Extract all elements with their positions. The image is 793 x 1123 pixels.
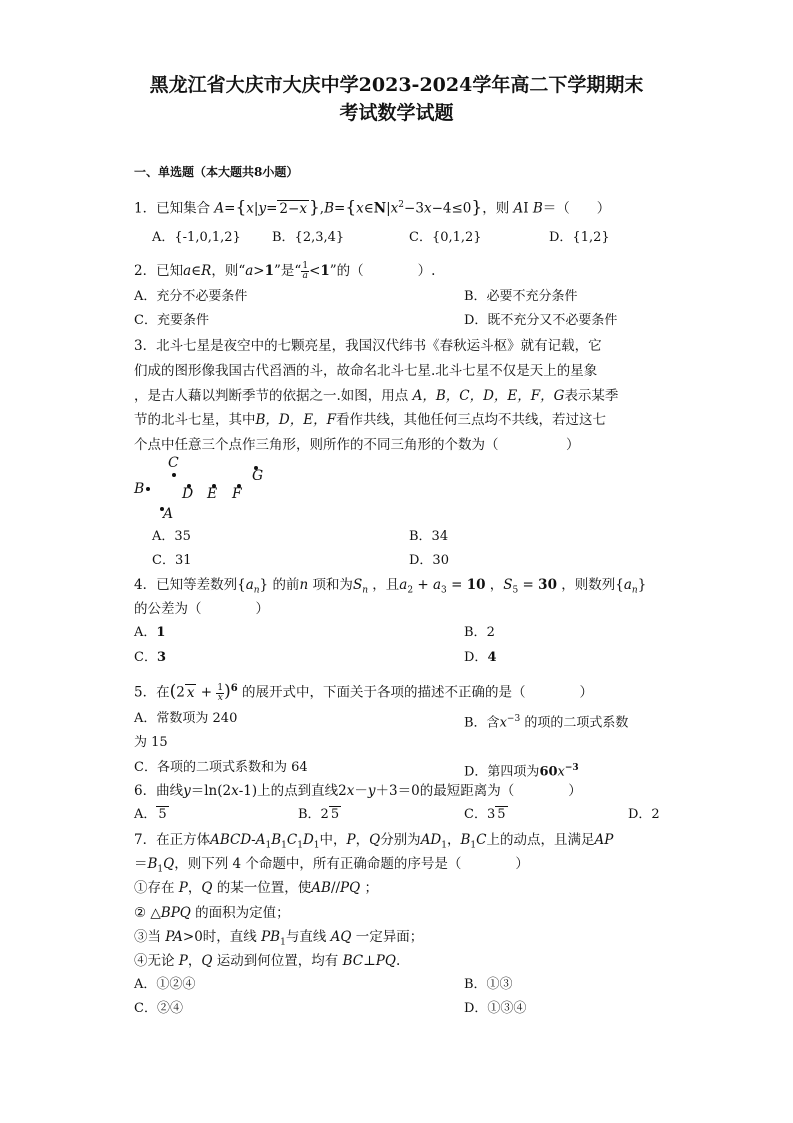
point-dot-b: [146, 487, 150, 491]
q4-option-d[interactable]: D．4: [464, 650, 497, 665]
q7-option-c[interactable]: C．②④: [134, 1001, 183, 1016]
point-label-c: C: [168, 455, 179, 471]
point-label-a: A: [163, 506, 174, 522]
question-1-stem: 1．已知集合 A={x|y= 2−x }$,B=\{x\in N|x^2-3x-4\le 0\}$，则 AI B＝（ ）: [134, 197, 611, 218]
q3-option-d[interactable]: D．30: [409, 553, 449, 568]
question-3-line4: 节的北斗七星，其中B，D，E，F看作共线，其他任何三点均不共线，若过这七: [134, 412, 606, 428]
q4-option-c[interactable]: C．3: [134, 650, 166, 665]
question-3-line1: 3．北斗七星是夜空中的七颗亮星，我国汉代纬书《春秋运斗枢》就有记载，它: [134, 338, 602, 354]
q1-option-d[interactable]: D．{1,2}: [549, 230, 610, 245]
section-heading: 一、单选题（本大题共8小题）: [134, 165, 299, 179]
question-3-line2: 们成的图形像我国古代舀酒的斗，故命名北斗七星.北斗七星不仅是天上的星象: [134, 363, 598, 379]
q4-option-b[interactable]: B．2: [464, 625, 495, 640]
q2-option-b[interactable]: B．必要不充分条件: [464, 289, 578, 304]
q6-option-c[interactable]: C．3 5: [464, 807, 506, 822]
point-dot-c: [172, 473, 176, 477]
question-7-line1: 7．在正方体ABCD-$A_1B_1C_1D_1$中，P，Q分别为$AD_1$，$B_1C$上的动点，且满足AP: [134, 832, 614, 851]
question-7-line2: $=B_1Q$，则下列 4 个命题中，所有正确命题的序号是（ ）: [134, 856, 529, 875]
point-label-b: B: [134, 481, 145, 497]
q7-statement-1: ①存在 P，Q 的某一位置，使AB//PQ ；: [134, 880, 378, 896]
question-6-stem: 6．曲线y＝ln(2x-1)上的点到直线2x－y＋3＝0的最短距离为（ ）: [134, 783, 582, 799]
q5-option-b[interactable]: B．含$x^{-3}$ 的项的二项式系数: [464, 714, 629, 731]
exam-title-line2: 考试数学试题: [339, 102, 454, 124]
q7-option-a[interactable]: A．①②④: [134, 977, 196, 992]
q5-option-c[interactable]: C．各项的二项式系数和为 64: [134, 760, 308, 775]
q3-option-a[interactable]: A．35: [152, 529, 191, 544]
question-4-line2: 的公差为（ ）: [134, 601, 269, 617]
question-2-stem: 2．已知a∈R，则“a>1”是“ $\frac{1}{a}$ <1”的（ ）.: [134, 261, 436, 281]
point-label-e: E: [207, 486, 218, 502]
q2-option-a[interactable]: A．充分不必要条件: [134, 289, 248, 304]
q7-statement-2: ② △BPQ 的面积为定值；: [134, 905, 290, 921]
q4-option-a[interactable]: A．1: [134, 625, 166, 640]
q1-option-b[interactable]: B．{2,3,4}: [272, 230, 345, 245]
q6-option-a[interactable]: A． 5: [134, 807, 167, 822]
exam-title-line1: 黑龙江省大庆市大庆中学2023-2024学年高二下学期期末: [149, 74, 644, 96]
q5-option-a[interactable]: A．常数项为 240: [134, 711, 238, 726]
question-3-line5: 个点中任意三个点作三角形，则所作的不同三角形的个数为（ ）: [134, 437, 580, 453]
q5-option-b-continued: 为 15: [134, 735, 168, 750]
q7-statement-4: ④无论 P，Q 运动到何位置，均有 BC⊥PQ.: [134, 953, 401, 969]
q1-option-c[interactable]: C．{0,1,2}: [409, 230, 482, 245]
q5-option-d[interactable]: D．第四项为$60x^{-3}$: [464, 763, 579, 780]
q1-option-a[interactable]: A．{-1,0,1,2}: [152, 230, 241, 245]
question-4-line1: 4．已知等差数列$\{a_n\}$ 的前n 项和为$S_n$ ，且$a_2 + a_3 = 10$ ，$S_5 = 30$ ，则数列$\{a_n\}$: [134, 577, 647, 596]
q2-option-c[interactable]: C．充要条件: [134, 313, 209, 328]
question-5-stem: 5．在(2 x + $\frac{1}{x}$ )$^6$ 的展开式中，下面关于各项的描述不正确的是（ ）: [134, 681, 593, 703]
q7-option-b[interactable]: B．①③: [464, 977, 513, 992]
point-label-f: F: [232, 486, 242, 502]
q7-option-d[interactable]: D．①③④: [464, 1001, 527, 1016]
question-3-line3: ，是古人藉以判断季节的依据之一.如图，用点 A，B，C，D，E，F，G表示某季: [134, 388, 619, 404]
q3-option-c[interactable]: C．31: [152, 553, 192, 568]
point-label-g: G: [252, 468, 264, 484]
point-label-d: D: [182, 486, 194, 502]
q2-option-d[interactable]: D．既不充分又不必要条件: [464, 313, 618, 328]
q7-statement-3: ③当 PA>0时，直线 $PB_1$与直线 AQ 一定异面；: [134, 929, 424, 948]
q3-option-b[interactable]: B．34: [409, 529, 449, 544]
q6-option-b[interactable]: B．2 5: [298, 807, 340, 822]
q6-option-d[interactable]: D．2: [628, 807, 660, 822]
